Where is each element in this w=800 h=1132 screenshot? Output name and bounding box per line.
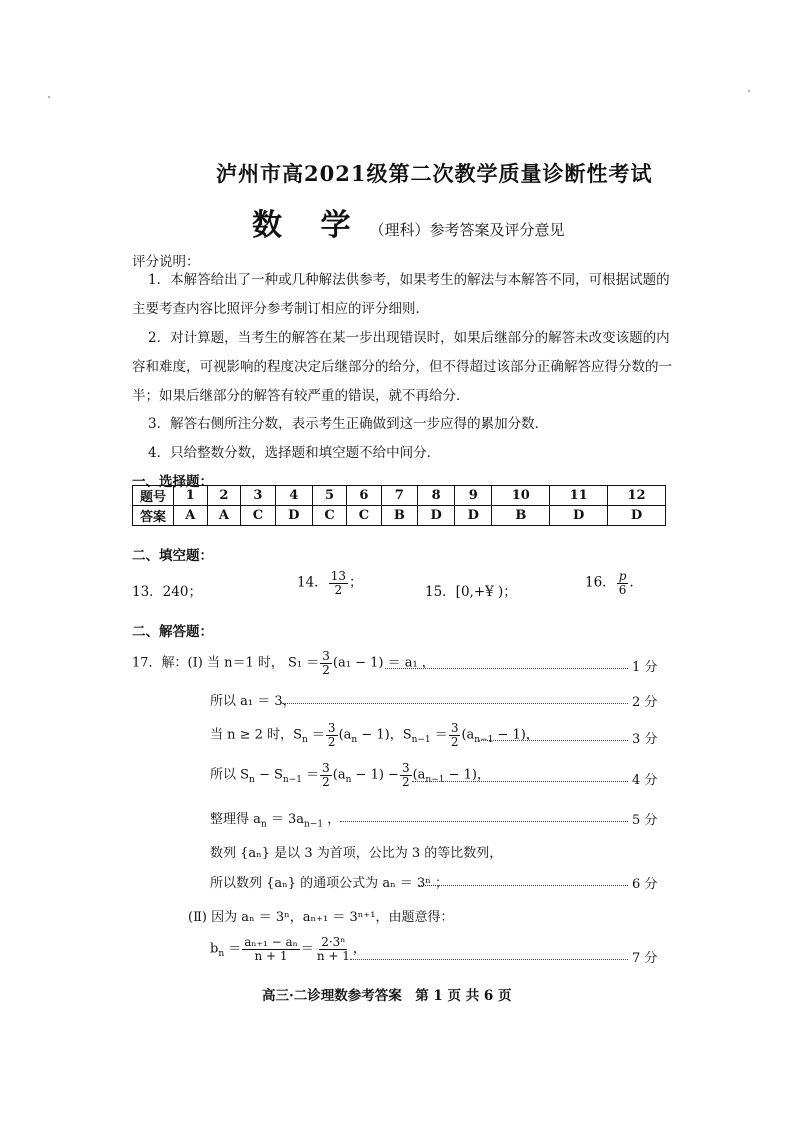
frac-denominator: 2 <box>401 774 410 789</box>
table-cell: 4 <box>275 486 312 506</box>
text-segment: − 1)， <box>444 767 490 783</box>
q14-fraction <box>329 570 348 596</box>
row-label-answer: 答案 <box>133 506 174 526</box>
table-cell: C <box>347 506 381 526</box>
frac-denominator: 2 <box>322 774 330 789</box>
q14-numerator: 13 <box>330 569 346 583</box>
table-cell: D <box>455 506 492 526</box>
text-segment: − S <box>254 767 283 783</box>
text-segment: (a <box>338 727 352 743</box>
subscript: n <box>218 949 225 960</box>
q16-denominator: 6 <box>618 582 627 597</box>
note-item-4: 4．只给整数分数，选择题和填空题不给中间分． <box>148 445 441 461</box>
frac-denominator: n + 1 <box>316 948 350 963</box>
fill-answer-14 <box>297 570 362 596</box>
q17-part-2-line: (Ⅱ) 因为 aₙ ＝ 3ⁿ，aₙ₊₁ ＝ 3ⁿ⁺¹，由题意得： <box>188 910 454 925</box>
row-label-number: 题号 <box>133 486 174 506</box>
q14-denominator: 2 <box>334 582 343 597</box>
subscript: n−1 <box>303 819 324 830</box>
score-6: 6 分 <box>632 877 658 892</box>
table-cell: D <box>275 506 312 526</box>
table-cell: D <box>608 506 666 526</box>
frac-numerator: aₙ₊₁ − aₙ <box>244 935 298 949</box>
q16-numerator: p <box>618 569 627 583</box>
text-segment: − 1)， <box>493 727 539 743</box>
table-cell: 6 <box>347 486 381 506</box>
q17-line-9 <box>210 936 366 962</box>
frac-denominator: 2 <box>450 734 459 749</box>
choice-answer-table <box>132 485 666 526</box>
frac-numerator: 3 <box>322 649 330 663</box>
subject-subtitle: （理科）参考答案及评分意见 <box>369 221 565 239</box>
subscript: n−1 <box>474 735 494 746</box>
score-3: 3 分 <box>632 732 658 747</box>
score-4: 4 分 <box>632 773 658 788</box>
table-cell: 2 <box>207 486 241 506</box>
q17-line-1-tail: (a₁ − 1) ＝ a₁ ， <box>332 655 435 671</box>
section-solution-heading: 二、解答题： <box>132 624 213 640</box>
section-fill-heading: 二、填空题： <box>132 548 213 564</box>
fraction-bn <box>242 936 300 962</box>
table-cell: B <box>492 506 550 526</box>
text-segment: (a <box>461 727 475 743</box>
q17-lead: 17．解：(Ⅰ) 当 n＝1 时， <box>132 655 284 671</box>
text-segment: 所以 S <box>210 767 250 783</box>
q16-tail: . <box>629 574 634 591</box>
fraction-3-2 <box>326 722 338 748</box>
q17-line-6: 数列 {aₙ} 是以 3 为首项，公比为 3 的等比数列， <box>210 846 503 861</box>
q17-line-7: 所以数列 {aₙ} 的通项公式为 aₙ ＝ 3ⁿ ； <box>210 876 448 891</box>
document-title: 泸州市高2021级第二次教学质量诊断性考试 <box>216 161 653 186</box>
fill-answer-16 <box>585 570 634 596</box>
subscript: n <box>345 775 352 786</box>
text-segment: (a <box>412 767 426 783</box>
table-cell: 12 <box>608 486 666 506</box>
dotted-leader <box>282 703 628 704</box>
q16-fraction <box>617 570 629 596</box>
dotted-leader <box>385 668 628 669</box>
dotted-leader <box>478 740 628 741</box>
q17-line-1 <box>132 650 435 676</box>
dotted-leader <box>340 821 628 822</box>
frac-numerator: 3 <box>401 761 410 775</box>
score-1: 1 分 <box>632 660 658 675</box>
text-segment: ＝ <box>307 727 325 743</box>
q14-tail: ； <box>348 574 363 591</box>
table-cell: A <box>174 506 208 526</box>
fraction-bn-simplified <box>315 936 352 962</box>
subscript: n <box>249 775 255 786</box>
frac-denominator: 2 <box>322 662 330 677</box>
table-cell: C <box>241 506 275 526</box>
table-cell: 11 <box>550 486 608 506</box>
text-segment: − 1) − <box>351 767 399 783</box>
table-cell: 1 <box>174 486 208 506</box>
subscript: n−1 <box>411 735 431 746</box>
score-2: 2 分 <box>632 695 658 710</box>
fraction-3-2 <box>320 762 332 788</box>
frac-denominator: 2 <box>327 734 336 749</box>
subject-heading <box>252 200 565 244</box>
scan-speck <box>48 96 50 98</box>
dotted-leader <box>418 885 628 886</box>
text-segment: ， <box>352 941 366 957</box>
note-item-3: 3．解答右侧所注分数，表示考生正确做到这一步应得的累加分数． <box>148 416 549 432</box>
table-cell: 9 <box>455 486 492 506</box>
subscript: n <box>351 735 358 746</box>
text-segment: b <box>210 941 219 957</box>
note-item-2: 2．对计算题，当考生的解答在某一步出现错误时，如果后继部分的解答未改变该题的内容和难度，可视影响的程度决定后继部分的给分，但不得超过该部分正确解答应得分数的一半；如果后继部分的解答有较严重的错误，就不再给分． <box>132 330 672 404</box>
table-row-numbers <box>133 486 666 506</box>
table-cell: B <box>381 506 417 526</box>
table-cell: 5 <box>312 486 346 506</box>
text-segment: (a <box>332 767 346 783</box>
table-cell: C <box>312 506 346 526</box>
section-choice-heading: 一、选择题： <box>132 474 213 490</box>
q17-line-4 <box>210 762 490 788</box>
text-segment: ＝ <box>302 767 320 783</box>
table-cell: 7 <box>381 486 417 506</box>
table-cell: 10 <box>492 486 550 506</box>
frac-numerator: 3 <box>450 721 459 735</box>
subscript: n−1 <box>282 775 302 786</box>
note-item-1: 1．本解答给出了一种或几种解法供参考，如果考生的解法与本解答不同，可根据试题的主要考查内容比照评分参考制订相应的评分细则． <box>132 272 670 317</box>
fraction-3-2 <box>320 650 332 676</box>
text-segment: ＝ <box>300 941 314 957</box>
subscript: n <box>301 735 308 746</box>
q17-line-3 <box>210 722 539 748</box>
table-cell: A <box>207 506 241 526</box>
table-cell: 3 <box>241 486 275 506</box>
table-cell: 8 <box>417 486 454 506</box>
text-segment: ， <box>323 812 341 827</box>
fraction-3-2 <box>449 722 461 748</box>
q16-label: 16． <box>585 574 616 591</box>
subscript: n−1 <box>425 775 445 786</box>
q17-line-2: 所以 a₁ ＝ 3， <box>210 694 296 709</box>
page-footer: 高三·二诊理数参考答案 第 1 页 共 6 页 <box>262 988 512 1004</box>
fill-answer-15: 15．[0,+¥ )； <box>425 584 517 600</box>
fraction-3-2 <box>400 762 412 788</box>
q17-s1: S₁ ＝ <box>288 655 320 671</box>
frac-numerator: 3 <box>322 761 330 775</box>
table-row-answers <box>133 506 666 526</box>
subscript: n <box>260 819 267 830</box>
frac-numerator: 2·3ⁿ <box>321 935 346 949</box>
dotted-leader <box>412 781 628 782</box>
scan-speck <box>748 90 750 92</box>
fill-answer-13: 13．240； <box>132 584 202 600</box>
text-segment: ＝ <box>224 941 242 957</box>
score-5: 5 分 <box>632 813 658 828</box>
text-segment: 当 n ≥ 2 时，S <box>210 727 302 743</box>
notes-heading: 评分说明： <box>132 254 200 270</box>
score-7: 7 分 <box>632 951 658 966</box>
text-segment: ＝ 3a <box>266 812 304 827</box>
table-cell: D <box>550 506 608 526</box>
frac-numerator: 3 <box>327 721 336 735</box>
q14-label: 14． <box>297 574 328 591</box>
text-segment: − 1)，S <box>357 727 412 743</box>
table-cell: D <box>417 506 454 526</box>
subject-label: 数 学 <box>252 208 365 243</box>
dotted-leader <box>350 959 628 960</box>
frac-denominator: n + 1 <box>254 948 288 963</box>
text-segment: 整理得 a <box>210 812 261 827</box>
q17-line-5 <box>210 808 340 830</box>
text-segment: ＝ <box>430 727 448 743</box>
